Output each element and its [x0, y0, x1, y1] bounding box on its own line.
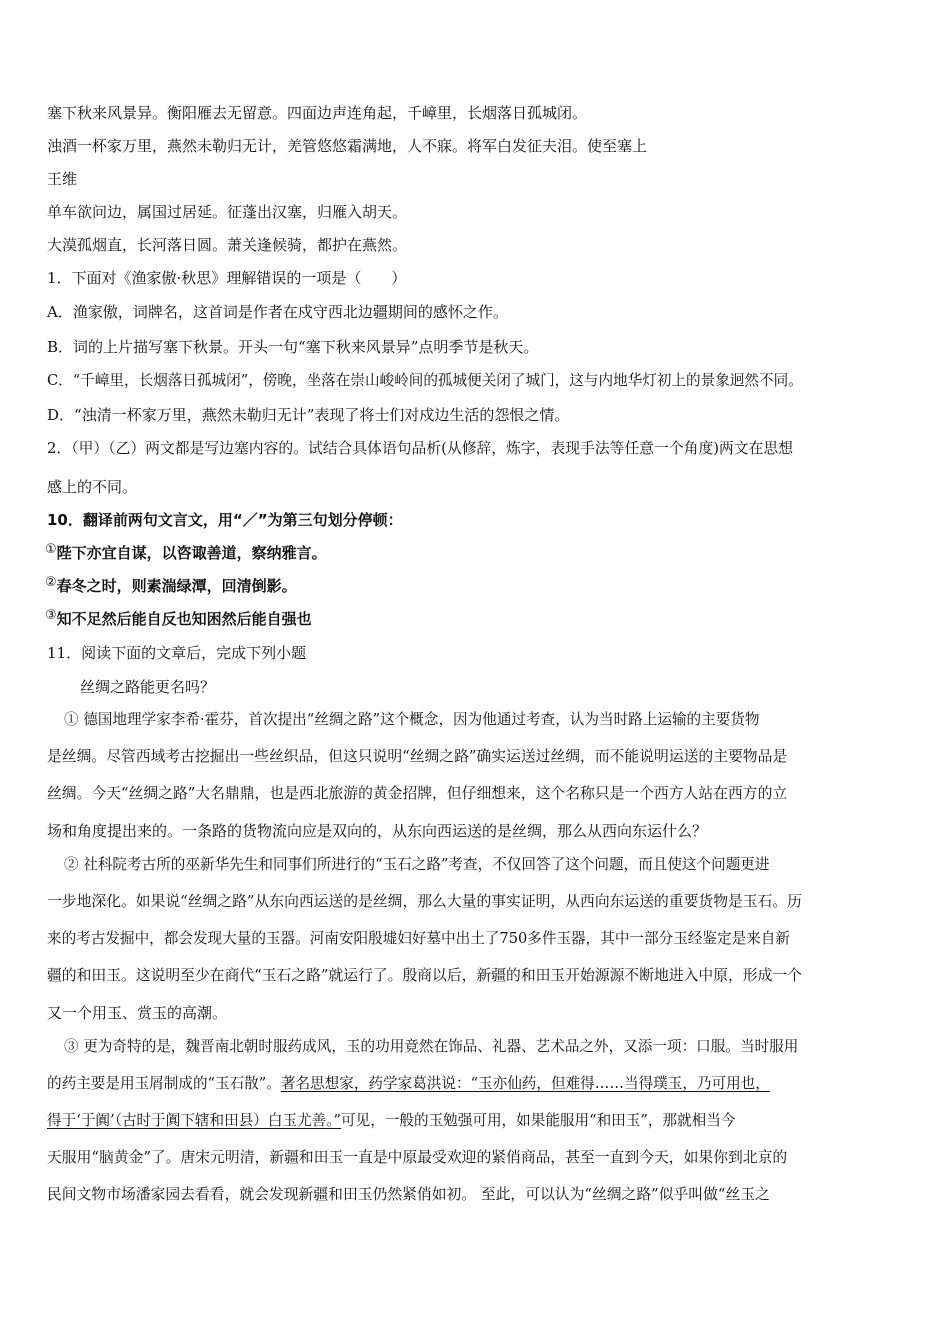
question-1-option-d: D．“浊清一杯家万里，燕然未勒归无计”表现了将士们对戍边生活的怨恨之情。 [47, 406, 570, 424]
poem2-line2: 大漠孤烟直，长河落日圆。萧关逢候骑，都护在燕然。 [47, 236, 408, 254]
article-p3-line3 [47, 1111, 735, 1131]
poem1-line1: 塞下秋来风景异。衡阳雁去无留意。四面边声连角起，千嶂里，长烟落日孤城闭。 [47, 104, 588, 122]
question-10-item-3 [45, 609, 312, 631]
article-text: 的药主要是用玉屑制成的“玉石散”。 [47, 1075, 281, 1092]
underlined-quote: 得于‘于阗’（古时于阗下辖和田县）白玉尤善。” [47, 1112, 342, 1129]
question-1-stem: 1．下面对《渔家傲·秋思》理解错误的一项是（ ） [47, 269, 407, 287]
article-p3-line5: 民间文物市场潘家园去看看，就会发现新疆和田玉仍然紧俏如初。 至此，可以认为“丝绸之路”似乎叫做“丝玉之 [47, 1186, 770, 1203]
question-1-option-b: B．词的上片描写塞下秋景。开头一句“塞下秋来风景异”点明季节是秋天。 [47, 338, 539, 356]
question-11-stem: 11．阅读下面的文章后，完成下列小题 [47, 644, 307, 662]
article-p2-line: 一步地深化。如果说“丝绸之路”从东向西运送的是丝绸，那么大量的事实证明，从西向东运送的重要货物是玉石。历 [47, 893, 802, 910]
article-p1-line: 场和角度提出来的。一条路的货物流向应是双向的，从东向西运送的是丝绸，那么从西向东运什么？ [47, 822, 708, 840]
article-title: 丝绸之路能更名吗？ [80, 678, 216, 696]
item-text: 知不足然后能自反也知困然后能自强也 [56, 610, 312, 628]
poem2-author: 王维 [47, 170, 78, 188]
article-p1-line: 丝绸。今天“丝绸之路”大名鼎鼎，也是西北旅游的黄金招牌，但仔细想来，这个名称只是一个西方人站在西方的立 [47, 785, 788, 802]
article-p1-line: 是丝绸。尽管西域考古挖掘出一些丝织品，但这只说明“丝绸之路”确实运送过丝绸，而不能说明运送的主要物品是 [47, 748, 788, 765]
poem1-line2: 浊酒一杯家万里，燕然未勒归无计，羌管悠悠霜满地，人不寐。将军白发征夫泪。使至塞上 [47, 137, 648, 155]
article-p3-line4: 天服用“脑黄金”了。唐宋元明清，新疆和田玉一直是中原最受欢迎的紧俏商品，甚至一直到今天，如果你到北京的 [47, 1149, 788, 1166]
poem2-line1: 单车欲问边，属国过居延。征蓬出汉塞，归雁入胡天。 [47, 203, 408, 221]
item-text: 春冬之时，则素湍绿潭，回清倒影。 [56, 577, 297, 595]
item-marker: ② [45, 575, 57, 590]
question-2-line2: 感上的不同。 [47, 478, 138, 496]
item-marker: ③ [45, 608, 57, 623]
article-text: 可见，一般的玉勉强可用，如果能服用“和田玉”，那就相当今 [341, 1112, 736, 1129]
question-2-line1: 2．（甲）（乙）两文都是写边塞内容的。试结合具体语句品析(从修辞，炼字，表现手法等任意一个角度)两文在思想 [47, 440, 794, 457]
article-p2-line: 又一个用玉、赏玉的高潮。 [47, 1004, 228, 1022]
item-marker: ① [45, 542, 57, 557]
article-p2-line: 疆的和田玉。这说明至少在商代“玉石之路”就运行了。殷商以后，新疆的和田玉开始源源不断地进入中原，形成一个 [47, 967, 802, 984]
question-1-option-c: C．“千嶂里，长烟落日孤城闭”，傍晚，坐落在崇山峻岭间的孤城便关闭了城门，这与内地华灯初上的景象迥然不同。 [47, 372, 803, 389]
article-p1-line: ① 德国地理学家李希·霍芬，首次提出“丝绸之路”这个概念，因为他通过考查，认为当时路上运输的主要货物 [64, 711, 760, 728]
article-p3-line2 [47, 1074, 770, 1094]
item-text: 陛下亦宜自谋，以咨诹善道，察纳雅言。 [56, 544, 327, 562]
article-p2-line: 来的考古发掘中，都会发现大量的玉器。河南安阳殷墟妇好墓中出土了750多件玉器，其中一部分玉经鉴定是来自新 [47, 930, 790, 947]
question-10-item-1 [45, 543, 327, 565]
question-1-option-a: A．渔家傲，词牌名，这首词是作者在戍守西北边疆期间的感怀之作。 [47, 303, 508, 321]
article-p3-line1: ③ 更为奇特的是，魏晋南北朝时服药成风，玉的功用竟然在饰品、礼器、艺术品之外，又添一项：口服。当时服用 [64, 1038, 799, 1055]
question-10-item-2 [45, 576, 297, 598]
question-10-stem: 10．翻译前两句文言文，用“／”为第三句划分停顿： [47, 511, 403, 529]
article-p2-line: ② 社科院考古所的巫新华先生和同事们所进行的“玉石之路”考查，不仅回答了这个问题，而且使这个问题更进 [64, 856, 770, 873]
underlined-quote: 著名思想家，药学家葛洪说：“玉亦仙药，但难得……当得璞玉，乃可用也， [280, 1075, 770, 1092]
